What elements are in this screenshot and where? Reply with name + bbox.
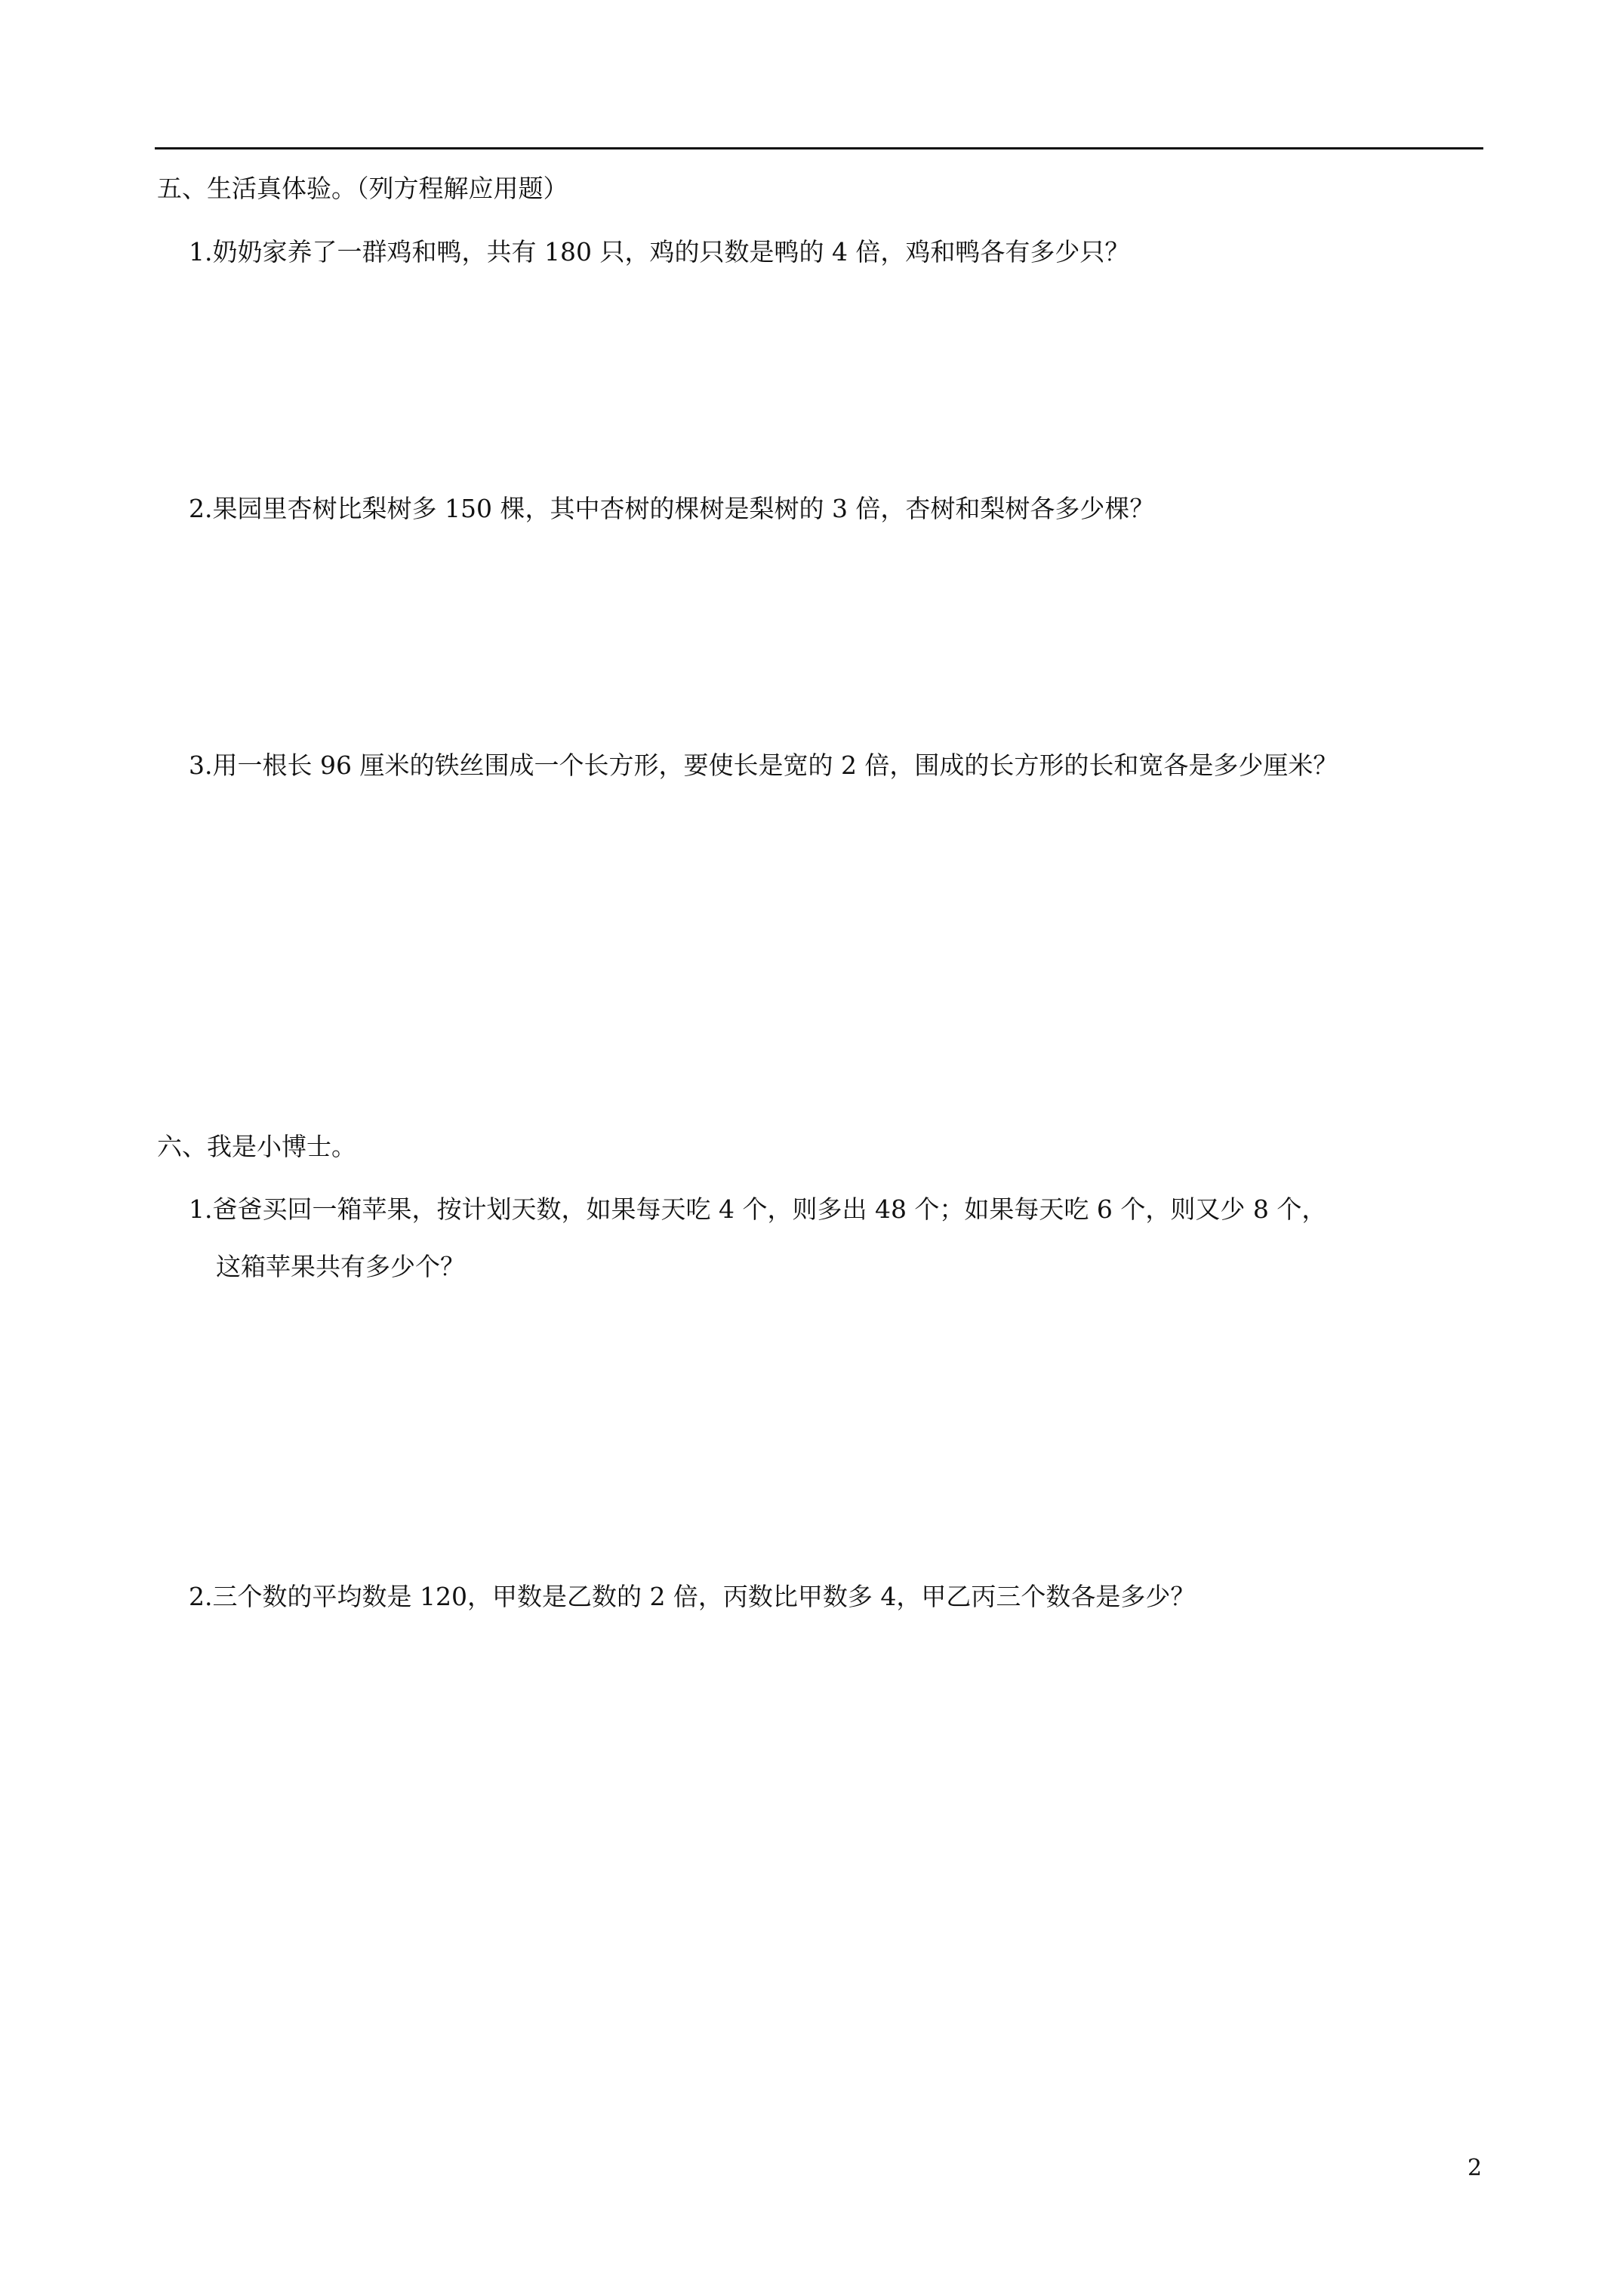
- section-title-6: 六、我是小博士。: [157, 1132, 356, 1161]
- question-5-2: 2.果园里杏树比梨树多 150 棵，其中杏树的棵树是梨树的 3 倍，杏树和梨树各多少棵？: [189, 494, 1155, 523]
- header-rule: [155, 147, 1483, 149]
- question-6-2: 2.三个数的平均数是 120，甲数是乙数的 2 倍，丙数比甲数多 4，甲乙丙三个数各是多少？: [189, 1582, 1196, 1611]
- question-5-1: 1.奶奶家养了一群鸡和鸭，共有 180 只，鸡的只数是鸭的 4 倍，鸡和鸭各有多少只？: [189, 237, 1130, 267]
- page-number: 2: [1467, 2155, 1483, 2181]
- question-6-1-continuation: 这箱苹果共有多少个？: [216, 1252, 465, 1281]
- question-5-3: 3.用一根长 96 厘米的铁丝围成一个长方形，要使长是宽的 2 倍，围成的长方形的长和宽各是多少厘米？: [189, 750, 1338, 780]
- section-title-5: 五、生活真体验。（列方程解应用题）: [157, 174, 568, 203]
- question-6-1: 1.爸爸买回一箱苹果，按计划天数，如果每天吃 4 个，则多出 48 个；如果每天吃 6 个，则又少 8 个，: [189, 1194, 1327, 1224]
